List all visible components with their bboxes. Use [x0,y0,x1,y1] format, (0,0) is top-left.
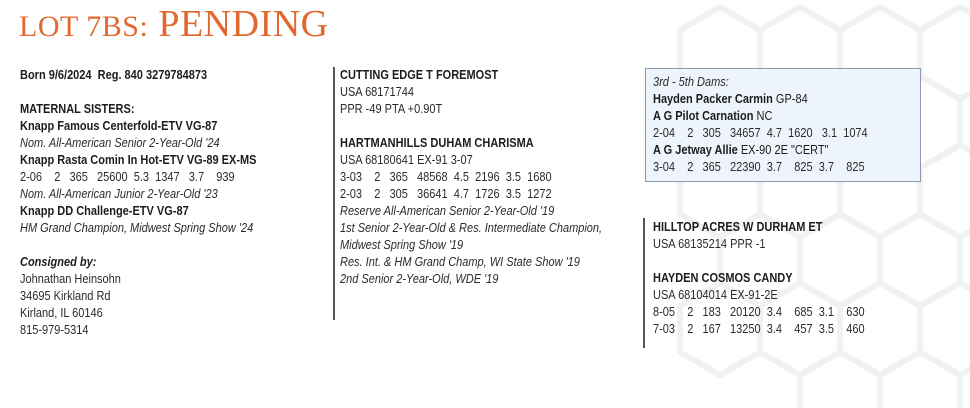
ancestor-dam-entry [653,142,868,159]
maternal-granddam-registration: USA 68104014 EX-91-2E [653,288,778,302]
ancestor-dam-score: GP-84 [775,92,808,106]
sister-production-record: 2-06 2 365 25600 5.3 1347 3.7 939 [20,170,235,184]
maternal-grandsire-name: HILLTOP ACRES W DURHAM ET [653,220,823,234]
consignor-address: 34695 Kirkland Rd [20,289,111,303]
ancestor-dams-heading: 3rd - 5th Dams: [653,75,729,89]
ancestor-dam-entry [653,108,868,125]
sister-award: HM Grand Champion, Midwest Spring Show '24 [20,221,254,235]
ancestor-dam-name: Hayden Packer Carmin [653,92,773,106]
dam-award: Midwest Spring Show '19 [340,238,464,252]
dam-award: Res. Int. & HM Grand Champ, WI State Show '19 [340,255,580,269]
hexagon-pattern-background [640,0,970,408]
ancestor-dams-box [645,68,921,182]
birth-registration [20,67,257,84]
maternal-granddam-production-record: 8-05 2 183 20120 3.4 685 3.1 630 [653,305,865,319]
dam-production-record: 2-03 2 305 36641 4.7 1726 3.5 1272 [340,187,552,201]
dam-production-record: 3-03 2 365 48568 4.5 2196 3.5 1680 [340,170,552,184]
consignor-phone: 815-979-5314 [20,323,89,337]
maternal-sisters-heading: MATERNAL SISTERS: [20,102,135,116]
sister-name: Knapp DD Challenge-ETV VG-87 [20,204,189,218]
consigned-heading: Consigned by: [20,255,97,269]
lot-title [19,2,329,46]
sister-award: Nom. All-American Junior 2-Year-Old '23 [20,187,218,201]
maternal-granddam-production-record: 7-03 2 167 13250 3.4 457 3.5 460 [653,322,865,336]
lot-status: PENDING [158,3,329,45]
pedigree-rule-sire [333,67,335,163]
consignor-name: Johnathan Heinsohn [20,272,121,286]
middle-column [340,67,638,288]
ancestor-dam-score: NC [756,109,773,123]
dam-name: HARTMANHILLS DUHAM CHARISMA [340,136,534,150]
ancestor-dam-production-record: 2-04 2 305 34657 4.7 1620 3.1 1074 [653,126,868,140]
dam-registration: USA 68180641 EX-91 3-07 [340,153,473,167]
dam-award: Reserve All-American Senior 2-Year-Old '19 [340,204,555,218]
sire-name: CUTTING EDGE T FOREMOST [340,68,499,82]
sister-award: Nom. All-American Senior 2-Year-Old '24 [20,136,220,150]
ancestor-dam-name: A G Pilot Carnation [653,109,754,123]
birth-date: Born 9/6/2024 [20,68,92,82]
dam-award: 1st Senior 2-Year-Old & Res. Intermediate Champion, [340,221,603,235]
maternal-granddam-name: HAYDEN COSMOS CANDY [653,271,793,285]
ancestor-dam-score: EX-90 2E "CERT" [740,143,829,157]
left-column [20,67,289,339]
sister-name: Knapp Famous Centerfold-ETV VG-87 [20,119,218,133]
ancestor-dam-production-record: 3-04 2 365 22390 3.7 825 3.7 825 [653,160,865,174]
pedigree-rule-maternal-grandsire [643,218,645,348]
sister-name: Knapp Rasta Comin In Hot-ETV VG-89 EX-MS [20,153,257,167]
sire-registration: USA 68171744 [340,85,415,99]
dam-award: 2nd Senior 2-Year-Old, WDE '19 [340,272,499,286]
registration-number: Reg. 840 3279784873 [97,68,208,82]
right-column [653,219,893,338]
consignor-city: Kirland, IL 60146 [20,306,103,320]
sire-genetics: PPR -49 PTA +0.90T [340,102,443,116]
lot-number: LOT 7BS: [19,10,149,43]
maternal-grandsire-registration: USA 68135214 PPR -1 [653,237,766,251]
ancestor-dam-entry [653,91,868,108]
ancestor-dam-name: A G Jetway Allie [653,143,738,157]
pedigree-rule-dam [333,160,335,320]
